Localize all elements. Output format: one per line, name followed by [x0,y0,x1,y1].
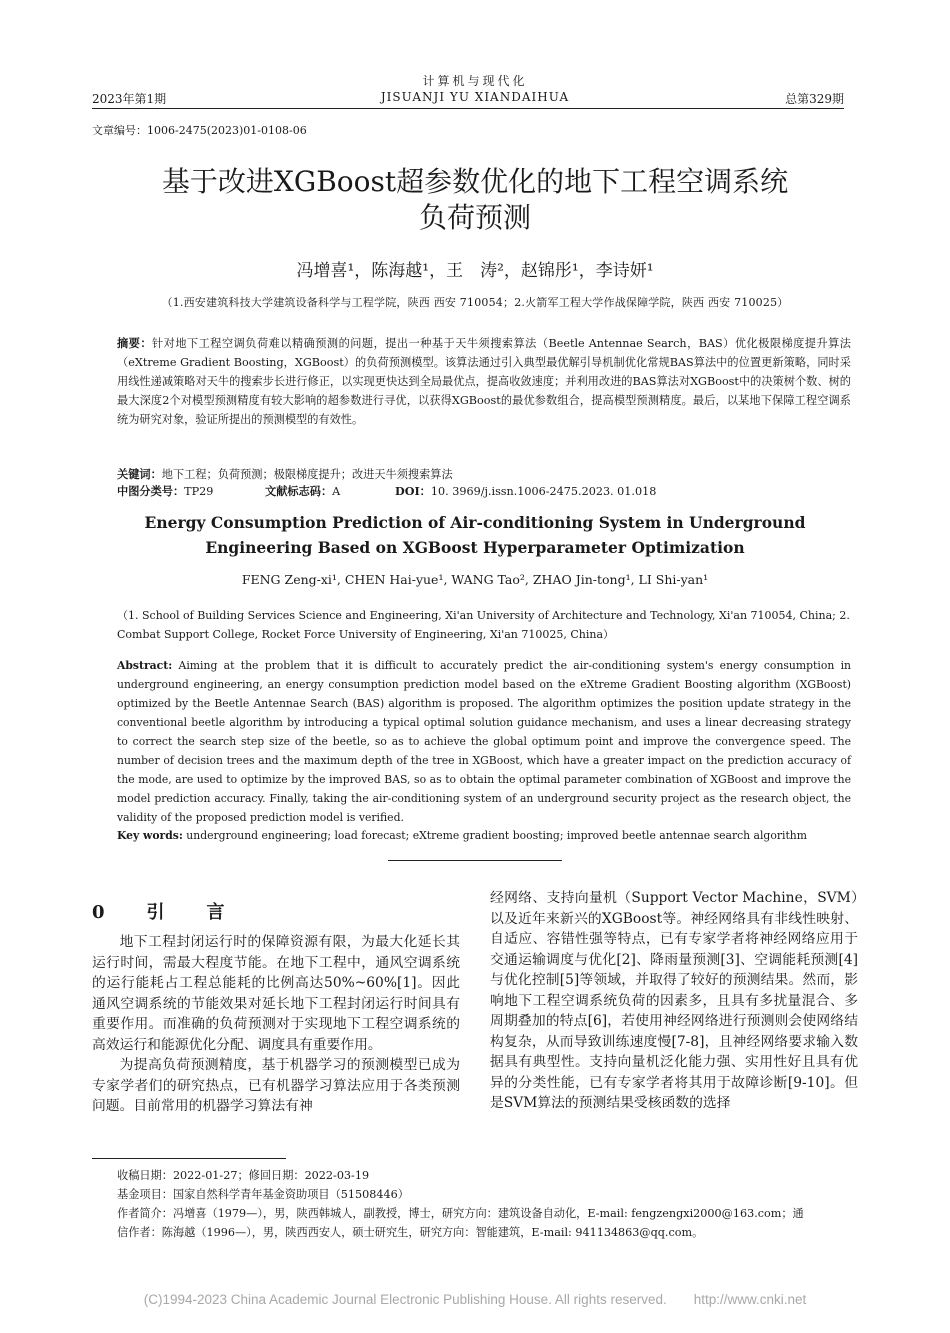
article-number: 文章编号：1006-2475(2023)01-0108-06 [92,124,307,137]
title-en-line1: Energy Consumption Prediction of Air-conditioning System in Underground [144,513,806,532]
footnote-author-1: 作者简介：冯增喜（1979—），男，陕西韩城人，副教授，博士，研究方向：建筑设备自动化，E-mail: fengzengxi2000@163.com；通 [117,1207,804,1220]
footnote-fund: 基金项目：国家自然科学青年基金资助项目（51508446） [117,1188,409,1201]
keywords-en [117,826,851,845]
doi [395,483,656,499]
footnote-author-2: 信作者：陈海越（1996—），男，陕西西安人，硕士研究生，研究方向：智能建筑，E-mail: 941134863@qq.com。 [117,1226,704,1239]
affiliation-en: （1. School of Building Services Science and Engineering, Xi'an University of Architecture and Technology, Xi'an 710054, China; 2. Combat Support College, Rocket Force University of Engineering, Xi'an 710025, China） [117,609,850,641]
clc-value: TP29 [184,485,214,498]
body-paragraph: 经网络、支持向量机（Support Vector Machine，SVM）以及近年来新兴的XGBoost等。神经网络具有非线性映射、自适应、容错性强等特点，已有专家学者将神经网络应用于交通运输调度与优化[2]、降雨量预测[3]、空调能耗预测[4]与优化控制[5]等领域，并取得了较好的预测结果。然而，影响地下工程空调系统负荷的因素多，且具有多扰量混合、多周期叠加的特点[6]，若使用神经网络进行预测则会使网络结构复杂，从而导致训练速度慢[7-8]，且神经网络要求输入数据具有典型性。支持向量机泛化能力强、实用性好且具有优异的分类性能，已有专家学者将其用于故障诊断[9-10]。但是SVM算法的预测结果受核函数的选择 [490,890,858,1111]
journal-name-zh: 计算机与现代化 [422,74,528,88]
keywords-en-label: Key words: [117,829,183,842]
footnote-rule [92,1158,286,1159]
doc-code [265,483,340,499]
doc-code-label: 文献标志码： [265,484,333,498]
abstract-zh-label: 摘要： [117,336,152,350]
total-issue-label: 总第329期 [785,92,844,106]
authors-zh: 冯增喜¹，陈海越¹，王 涛²，赵锦彤¹，李诗妍¹ [296,261,654,281]
section-0-heading: 0 引 言 [92,902,237,923]
title-zh-line2: 负荷预测 [418,201,531,234]
issue-label: 2023年第1期 [92,92,167,106]
abstract-en-label: Abstract: [117,659,173,672]
keywords-zh [117,466,453,482]
doc-code-value: A [332,485,341,498]
body-paragraph: 为提高负荷预测精度，基于机器学习的预测模型已成为专家学者们的研究热点，已有机器学习算法应用于各类预测问题。目前常用的机器学习算法有神 [92,1057,460,1114]
keywords-zh-text: 地下工程；负荷预测；极限梯度提升；改进天牛须搜索算法 [161,468,453,481]
abstract-en-text: Aiming at the problem that it is difficult to accurately predict the air-conditioning system's energy consumption in underground engineering, an energy consumption prediction model based on the eXtreme Gradient Boosting algorithm (XGBoost) optimized by the Beetle Antennae Search (BAS) algorithm is proposed. The algorithm optimizes the position update strategy in the conventional beetle algorithm by introducing a typical optimal solution guidance mechanism, and uses a linear decreasing strategy to correct the search step size of the beetle, so as to achieve the global optimum point and improve the convergence speed. The number of decision trees and the maximum depth of the tree in XGBoost, which have a greater impact on the prediction accuracy of the mode, are used to optimize by the improved BAS, so as to obtain the optimal parameter combination of XGBoost and improve the model prediction accuracy. Finally, taking the air-conditioning system of an underground security project as the research object, the validity of the proposed prediction model is verified. [117,659,851,824]
title-zh-line1: 基于改进XGBoost超参数优化的地下工程空调系统 [161,165,789,198]
affiliation-zh: （1.西安建筑科技大学建筑设备科学与工程学院，陕西 西安 710054；2.火箭军工程大学作战保障学院，陕西 西安 710025） [161,296,789,309]
body-paragraph: 地下工程封闭运行时的保障资源有限，为最大化延长其运行时间，需最大程度节能。在地下工程中，通风空调系统的运行能耗占工程总能耗的比例高达50%~60%[1]。因此通风空调系统的节能效果对延长地下工程封闭运行时间具有重要作用。而准确的负荷预测对于实现地下工程空调系统的高效运行和能源优化分配、调度具有重要作用。 [92,934,460,1053]
journal-name-en: JISUANJI YU XIANDAIHUA [380,90,570,104]
title-en-line2: Engineering Based on XGBoost Hyperparameter Optimization [205,538,745,557]
body-left-column [92,932,460,1117]
doi-label: DOI： [395,484,431,498]
copyright-watermark: (C)1994-2023 China Academic Journal Electronic Publishing House. All rights reserved. http://www.cnki.net [143,1292,807,1307]
abstract-zh-text: 针对地下工程空调负荷难以精确预测的问题，提出一种基于天牛须搜索算法（Beetle Antennae Search，BAS）优化极限梯度提升算法（eXtreme Gradient Boosting，XGBoost）的负荷预测模型。该算法通过引入典型最优解引导机制优化常规BAS算法中的位置更新策略，同时采用线性递减策略对天牛的搜索步长进行修正，以实现更快达到全局最优点，提高收敛速度；并利用改进的BAS算法对XGBoost中的决策树个数、树的最大深度2个对模型预测精度有较大影响的超参数进行寻优，以获得XGBoost的最优参数组合，提高模型预测精度。最后，以某地下保障工程空调系统为研究对象，验证所提出的预测模型的有效性。 [117,337,851,426]
body-right-column [490,888,858,1114]
keywords-en-text: underground engineering; load forecast; eXtreme gradient boosting; improved beetle antennae search algorithm [186,829,807,842]
authors-en: FENG Zeng-xi¹, CHEN Hai-yue¹, WANG Tao², ZHAO Jin-tong¹, LI Shi-yan¹ [241,572,709,587]
doi-value: 10. 3969/j.issn.1006-2475.2023. 01.018 [430,485,657,498]
classification-line [117,483,213,499]
abstract-zh [117,334,851,429]
section-divider [388,860,562,861]
clc-label: 中图分类号： [117,484,185,498]
footnote-received: 收稿日期：2022-01-27；修回日期：2022-03-19 [117,1169,370,1182]
abstract-en [117,656,851,827]
header-rule [92,108,844,109]
keywords-zh-label: 关键词： [117,467,162,481]
